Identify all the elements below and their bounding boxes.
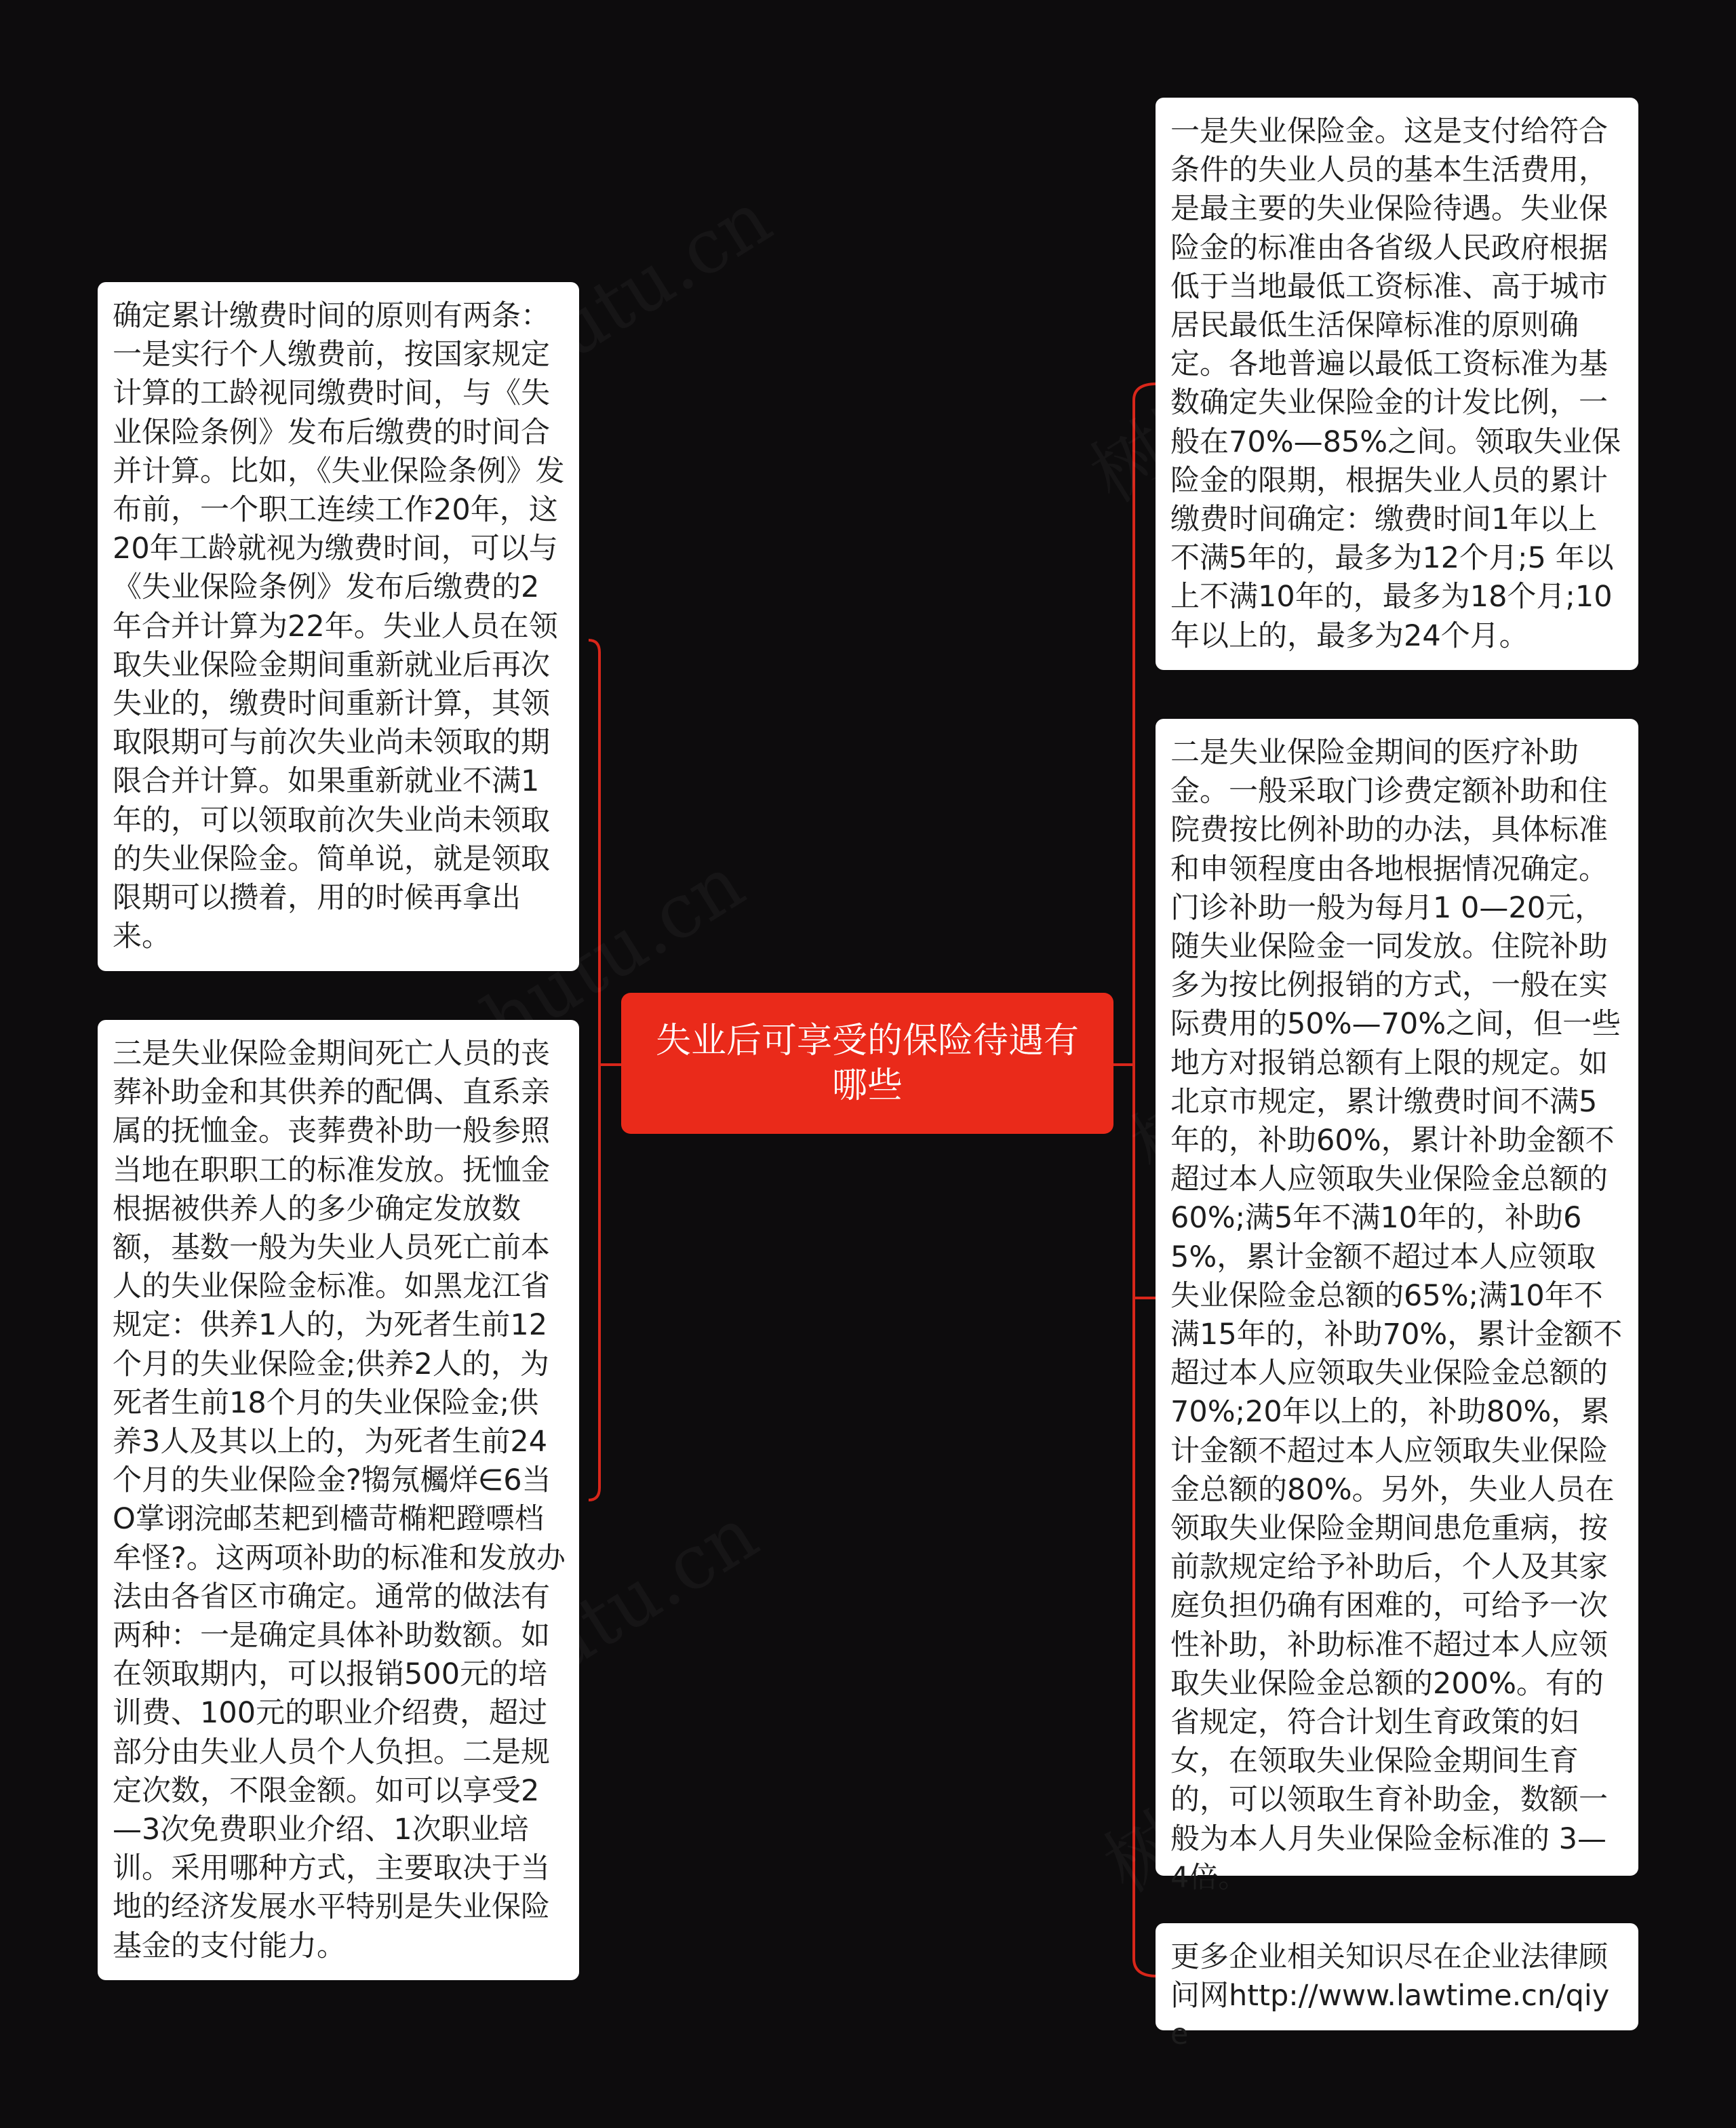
central-topic[interactable] xyxy=(621,993,1113,1134)
central-topic-label: 失业后可享受的保险待遇有哪些 xyxy=(655,1021,1079,1106)
connector-right-trunk xyxy=(1134,384,1157,1976)
connector-left-trunk xyxy=(589,640,599,1500)
topic-node-accumulated-contribution[interactable]: 确定累计缴费时间的原则有两条：一是实行个人缴费前，按国家规定计算的工龄视同缴费时间，与《失业保险条例》发布后缴费的时间合并计算。比如，《失业保险条例》发布前，一个职工连续工作20年，这20年工龄就视为缴费时间，可以与《失业保险条例》发布后缴费的2年合并计算为22年。失业人员在领取失业保险金期间重新就业后再次失业的，缴费时间重新计算，其领取限期可与前次失业尚未领取的期限合并计算。如果重新就业不满1年的，可以领取前次失业尚未领取的失业保险金。简单说，就是领取限期可以攒着，用的时候再拿出来。 xyxy=(98,282,579,971)
topic-node-funeral-subsidy[interactable]: 三是失业保险金期间死亡人员的丧葬补助金和其供养的配偶、直系亲属的抚恤金。丧葬费补助一般参照当地在职职工的标准发放。抚恤金根据被供养人的多少确定发放数额，基数一般为失业人员死亡前本人的失业保险金标准。如黑龙江省规定：供养1人的，为死者生前12个月的失业保险金;供养2人的，为死者生前18个月的失业保险金;供养3人及其以上的，为死者生前24个月的失业保险金?犓氖欘烊∈6当O掌诩浣邮苤耙到檣苛椭粑蹬嘌档牟怪?。这两项补助的标准和发放办法由各省区市确定。通常的做法有两种：一是确定具体补助数额。如在领取期内，可以报销500元的培训费、100元的职业介绍费，超过部分由失业人员个人负担。二是规定次数，不限金额。如可以享受2—3次免费职业介绍、1次职业培训。采用哪种方式，主要取决于当地的经济发展水平特别是失业保险基金的支付能力。 xyxy=(98,1020,579,1980)
topic-node-medical-subsidy[interactable]: 二是失业保险金期间的医疗补助金。一般采取门诊费定额补助和住院费按比例补助的办法，具体标准和申领程度由各地根据情况确定。门诊补助一般为每月1 0—20元，随失业保险金一同发放。住院补助多为按比例报销的方式，一般在实际费用的50%—70%之间，但一些地方对报销总额有上限的规定。如北京市规定，累计缴费时间不满5年的，补助60%，累计补助金额不超过本人应领取失业保险金总额的60%;满5年不满10年的，补助65%，累计金额不超过本人应领取失业保险金总额的65%;满10年不满15年的，补助70%，累计金额不超过本人应领取失业保险金总额的70%;20年以上的，补助80%，累计金额不超过本人应领取失业保险金总额的80%。另外，失业人员在领取失业保险金期间患危重病，按前款规定给予补助后，个人及其家庭负担仍确有困难的，可给予一次性补助，补助标准不超过本人应领取失业保险金总额的200%。有的省规定，符合计划生育政策的妇女，在领取失业保险金期间生育的，可以领取生育补助金，数额一般为本人月失业保险金标准的 3—4倍。 xyxy=(1156,719,1638,1876)
topic-node-more-info[interactable]: 更多企业相关知识尽在企业法律顾问网http://www.lawtime.cn/qiye xyxy=(1156,1923,1638,2030)
topic-node-unemployment-benefit[interactable]: 一是失业保险金。这是支付给符合条件的失业人员的基本生活费用，是最主要的失业保险待遇。失业保险金的标准由各省级人民政府根据低于当地最低工资标准、高于城市居民最低生活保障标准的原则确定。各地普遍以最低工资标准为基数确定失业保险金的计发比例，一般在70%—85%之间。领取失业保险金的限期，根据失业人员的累计缴费时间确定：缴费时间1年以上不满5年的，最多为12个月;5 年以上不满10年的，最多为18个月;10年以上的，最多为24个月。 xyxy=(1156,98,1638,670)
